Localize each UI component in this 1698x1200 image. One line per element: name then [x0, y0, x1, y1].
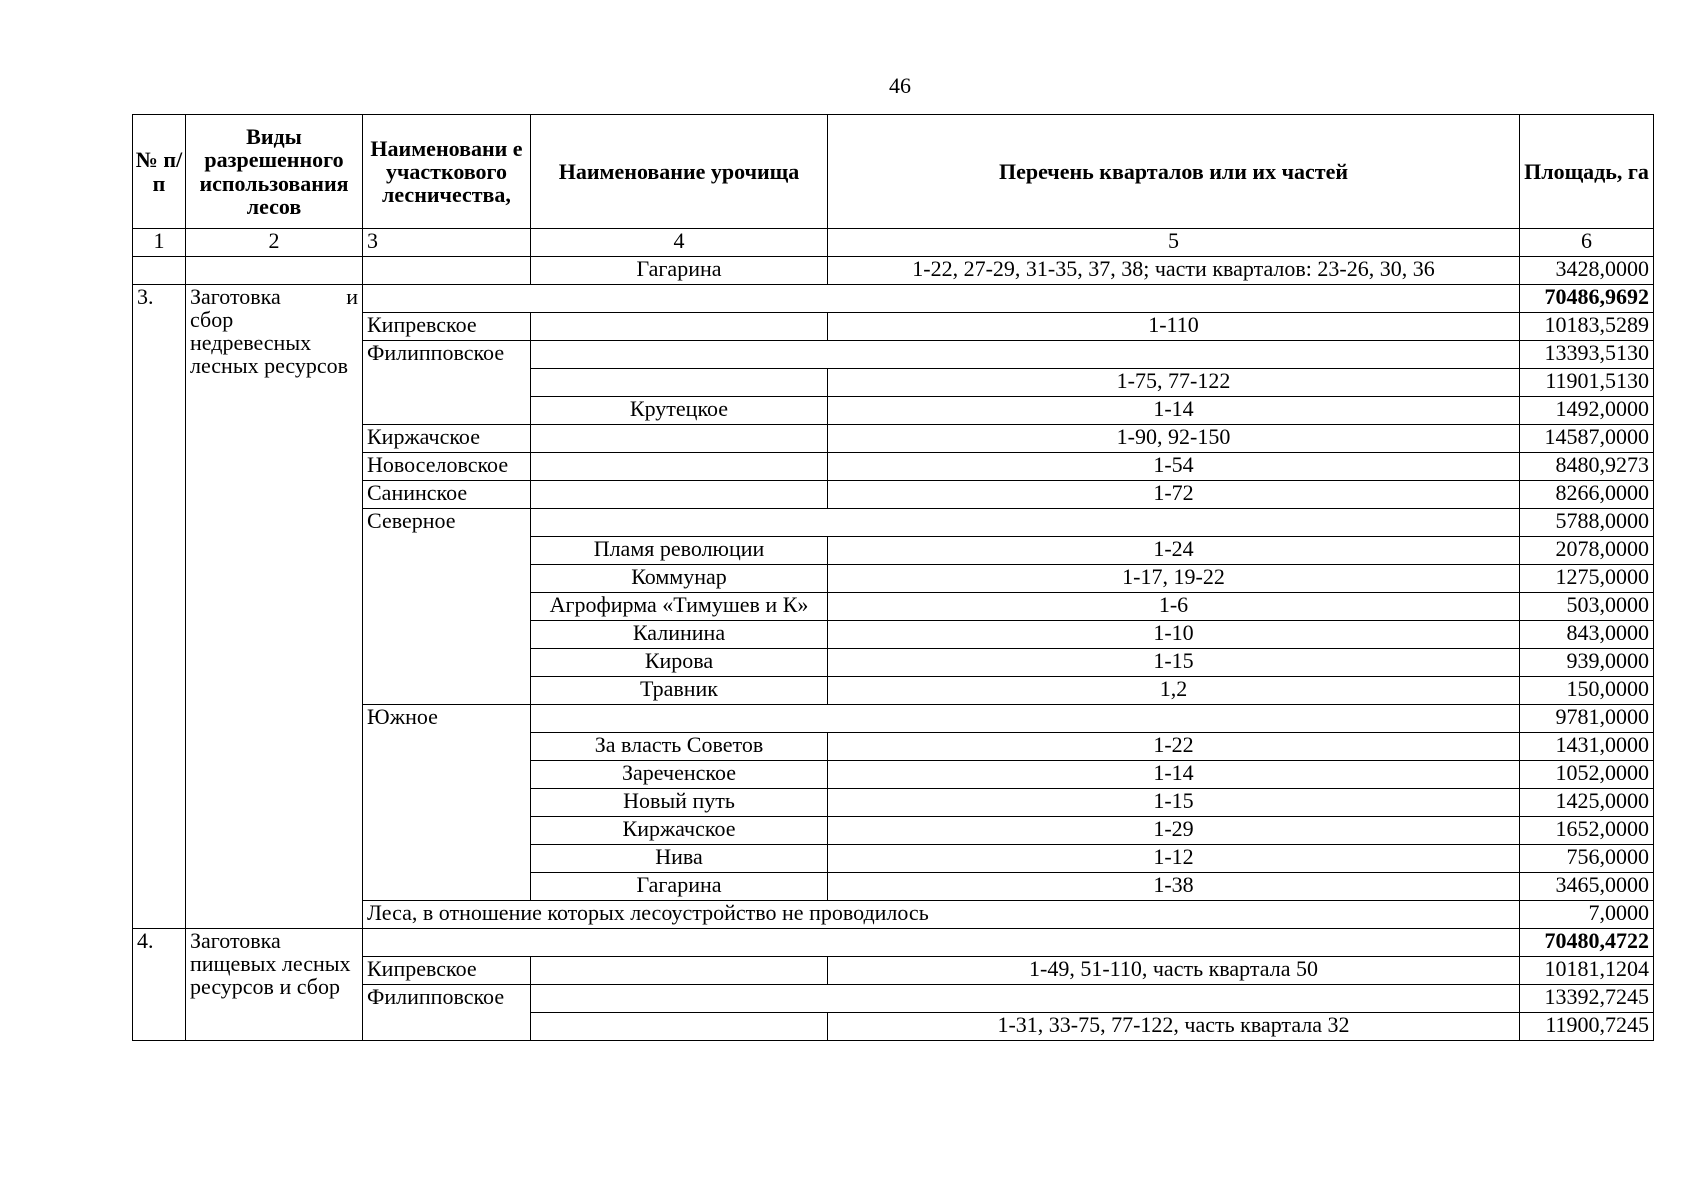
column-number: 6	[1520, 229, 1654, 257]
forestry-name: Северное	[363, 509, 531, 705]
forestry-name: Кипревское	[363, 313, 531, 341]
section-total: 70486,9692	[1520, 285, 1654, 313]
quarters-list: 1-15	[828, 789, 1520, 817]
quarters-list: 1-10	[828, 621, 1520, 649]
area-value: 5788,0000	[1520, 509, 1654, 537]
area-value: 1652,0000	[1520, 817, 1654, 845]
quarters-list: 1-29	[828, 817, 1520, 845]
quarters-list: 1-54	[828, 453, 1520, 481]
quarters-list: 1-14	[828, 761, 1520, 789]
quarters-list: 1-15	[828, 649, 1520, 677]
quarters-list: 1-38	[828, 873, 1520, 901]
area-value: 1275,0000	[1520, 565, 1654, 593]
forestry-name: Киржачское	[363, 425, 531, 453]
table-header-row	[133, 115, 1654, 229]
area-value: 9781,0000	[1520, 705, 1654, 733]
tract-name: Киржачское	[531, 817, 828, 845]
quarters-list: 1-22	[828, 733, 1520, 761]
area-value: 13393,5130	[1520, 341, 1654, 369]
tract-name: Пламя революции	[531, 537, 828, 565]
quarters-list: 1-90, 92-150	[828, 425, 1520, 453]
area-value: 2078,0000	[1520, 537, 1654, 565]
area-value: 756,0000	[1520, 845, 1654, 873]
unsurveyed-label: Леса, в отношение которых лесоустройство не проводилось	[363, 901, 1520, 929]
forestry-name: Филипповское	[363, 341, 531, 425]
quarters-list: 1-72	[828, 481, 1520, 509]
area-value: 10183,5289	[1520, 313, 1654, 341]
column-number: 4	[531, 229, 828, 257]
use-type	[186, 285, 363, 929]
area-value: 11901,5130	[1520, 369, 1654, 397]
tract-name: Зареченское	[531, 761, 828, 789]
quarters-list: 1-75, 77-122	[828, 369, 1520, 397]
tract-name	[531, 425, 828, 453]
forestry-name: Южное	[363, 705, 531, 901]
tract-name	[531, 313, 828, 341]
header-tract: Наименование урочища	[531, 115, 828, 229]
area-value: 7,0000	[1520, 901, 1654, 929]
column-number: 1	[133, 229, 186, 257]
area-value: 503,0000	[1520, 593, 1654, 621]
area-value: 11900,7245	[1520, 1013, 1654, 1041]
tract-name	[531, 957, 828, 985]
header-area: Площадь, га	[1520, 115, 1654, 229]
tract-name: Гагарина	[531, 257, 828, 285]
header-use-type: Виды разрешенного использования лесов	[186, 115, 363, 229]
tract-name: Гагарина	[531, 873, 828, 901]
section-number: 3.	[133, 285, 186, 929]
header-forestry: Наименовани е участкового лесничества,	[363, 115, 531, 229]
column-number: 5	[828, 229, 1520, 257]
use-type-first-line: Заготовка и	[190, 284, 358, 309]
tract-name: Крутецкое	[531, 397, 828, 425]
tract-name: Агрофирма «Тимушев и К»	[531, 593, 828, 621]
forestry-name: Санинское	[363, 481, 531, 509]
column-numbers-row	[133, 229, 1654, 257]
header-number: № п/п	[133, 115, 186, 229]
quarters-list: 1-49, 51-110, часть квартала 50	[828, 957, 1520, 985]
area-value: 843,0000	[1520, 621, 1654, 649]
forestry-name: Кипревское	[363, 957, 531, 985]
area-value: 14587,0000	[1520, 425, 1654, 453]
quarters-list: 1-110	[828, 313, 1520, 341]
area-value: 1052,0000	[1520, 761, 1654, 789]
quarters-list: 1-24	[828, 537, 1520, 565]
section-4-total-row	[133, 929, 1654, 957]
quarters-list: 1-17, 19-22	[828, 565, 1520, 593]
section-3-total-row	[133, 285, 1654, 313]
tract-name: Коммунар	[531, 565, 828, 593]
tract-name	[531, 453, 828, 481]
column-number: 3	[363, 229, 531, 257]
tract-name: Калинина	[531, 621, 828, 649]
quarters-list: 1-12	[828, 845, 1520, 873]
quarters-list: 1-6	[828, 593, 1520, 621]
tract-name	[531, 1013, 828, 1041]
tract-name: За власть Советов	[531, 733, 828, 761]
use-type: Заготовка пищевых лесных ресурсов и сбор	[186, 929, 363, 1041]
area-value: 8266,0000	[1520, 481, 1654, 509]
quarters-list: 1-14	[828, 397, 1520, 425]
table-row	[133, 257, 1654, 285]
forestry-name: Новоселовское	[363, 453, 531, 481]
page-number: 46	[889, 73, 911, 98]
tract-name	[531, 481, 828, 509]
header-quarters: Перечень кварталов или их частей	[828, 115, 1520, 229]
tract-name: Нива	[531, 845, 828, 873]
quarters-list: 1-31, 33-75, 77-122, часть квартала 32	[828, 1013, 1520, 1041]
tract-name: Травник	[531, 677, 828, 705]
quarters-list: 1-22, 27-29, 31-35, 37, 38; части кварталов: 23-26, 30, 36	[828, 257, 1520, 285]
area-value: 939,0000	[1520, 649, 1654, 677]
use-type-rest: сбор недревесных лесных ресурсов	[190, 307, 349, 379]
column-number: 2	[186, 229, 363, 257]
area-value: 3465,0000	[1520, 873, 1654, 901]
area-value: 1431,0000	[1520, 733, 1654, 761]
area-value: 13392,7245	[1520, 985, 1654, 1013]
area-value: 1425,0000	[1520, 789, 1654, 817]
area-value: 10181,1204	[1520, 957, 1654, 985]
section-total: 70480,4722	[1520, 929, 1654, 957]
area-value: 1492,0000	[1520, 397, 1654, 425]
tract-name: Кирова	[531, 649, 828, 677]
section-number: 4.	[133, 929, 186, 1041]
area-value: 8480,9273	[1520, 453, 1654, 481]
tract-name	[531, 369, 828, 397]
area-value: 150,0000	[1520, 677, 1654, 705]
tract-name: Новый путь	[531, 789, 828, 817]
forest-use-table	[132, 114, 1654, 1041]
forestry-name: Филипповское	[363, 985, 531, 1041]
area-value: 3428,0000	[1520, 257, 1654, 285]
quarters-list: 1,2	[828, 677, 1520, 705]
